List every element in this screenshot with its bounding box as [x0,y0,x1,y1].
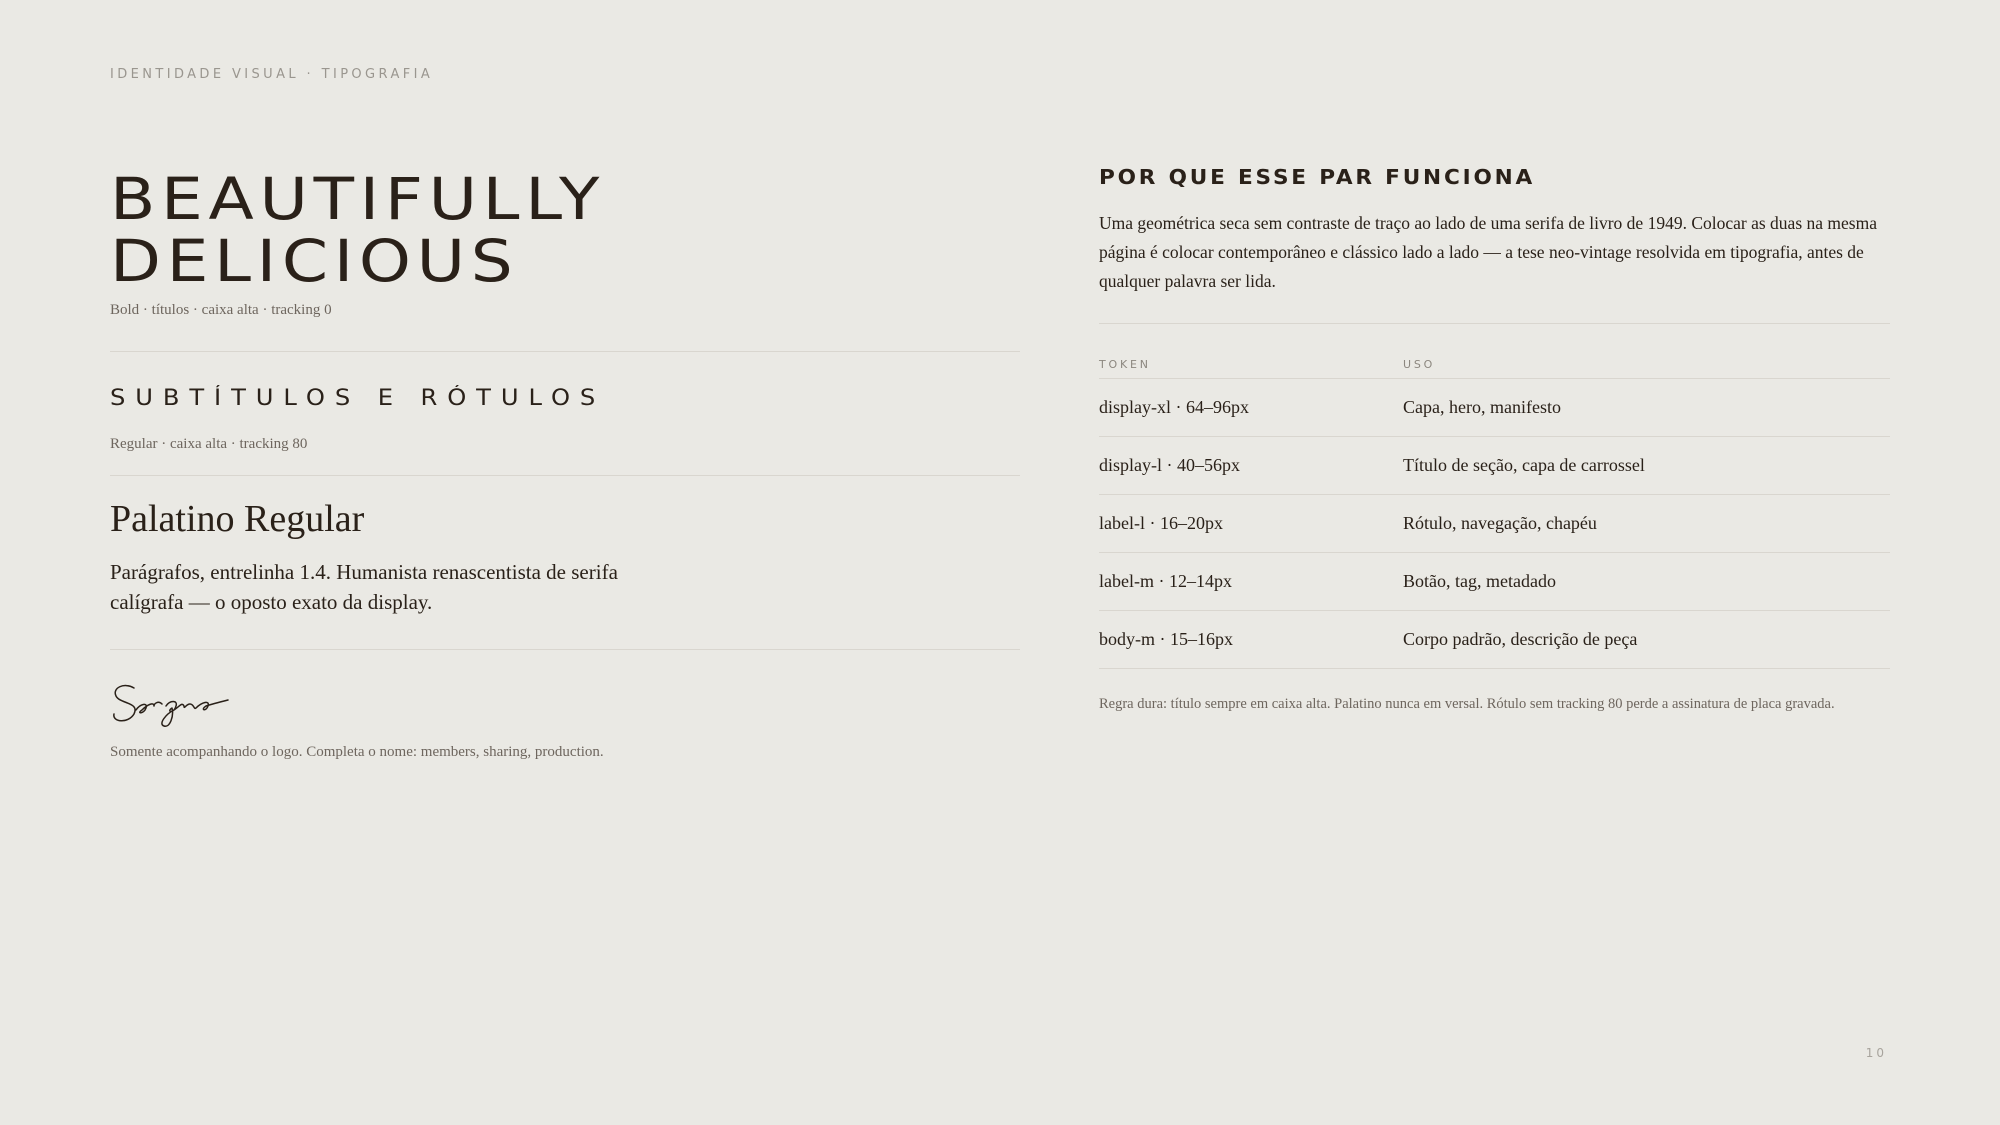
table-row [1099,553,1890,611]
use-cell: Capa, hero, manifesto [1403,397,1561,417]
display-specimen [110,165,1020,319]
token-table [1099,350,1890,669]
use-cell: Corpo padrão, descrição de peça [1403,629,1638,649]
divider [1099,323,1890,324]
use-cell: Rótulo, navegação, chapéu [1403,513,1597,533]
rationale-body: Uma geométrica seca sem contraste de traço ao lado de uma serifa de livro de 1949. Colocar as duas na mesma página é colocar contemporâneo e clássico lado a lado — a tese neo-vintage resolvida em tipografia, antes de qualquer palavra ser lida. [1099,213,1877,291]
rationale-title: POR QUE ESSE PAR FUNCIONA [1099,165,1536,189]
pairing-rationale [1099,165,1890,296]
column-header-use: USO [1403,357,1436,371]
column-header-token: TOKEN [1099,357,1151,371]
subtitle-specimen: SUBTÍTULOS E RÓTULOS [110,386,606,411]
display-spec: Bold · títulos · caixa alta · tracking 0 [110,302,332,318]
token-cell: label-m · 12–14px [1099,571,1232,591]
table-row [1099,437,1890,495]
display-title [110,165,1147,295]
subtitle-spec: Regular · caixa alta · tracking 80 [110,436,308,452]
script-signature [110,674,240,737]
table-row [1099,495,1890,553]
page-number: 10 [1865,1046,1887,1060]
divider [110,351,1020,352]
palatino-specimen-title: Palatino Regular [110,498,365,540]
palatino-specimen-body: Parágrafos, entrelinha 1.4. Humanista renascentista de serifa calígrafa — o oposto exato da display. [110,560,618,614]
display-title-line-1: BEAUTIFULLY [110,165,606,233]
token-cell: body-m · 15–16px [1099,629,1233,649]
script-signature-mark [110,674,240,732]
token-cell: label-l · 16–20px [1099,513,1223,533]
divider [110,475,1020,476]
hard-rule-note: Regra dura: título sempre em caixa alta. Palatino nunca em versal. Rótulo sem tracking 80 perde a assinatura de placa gravada. [1099,696,1835,712]
eyebrow: IDENTIDADE VISUAL · TIPOGRAFIA [110,67,434,82]
use-cell: Botão, tag, metadado [1403,571,1556,591]
divider [110,649,1020,650]
token-cell: display-xl · 64–96px [1099,397,1249,417]
table-header [1099,350,1890,379]
display-title-line-2: DELICIOUS [110,227,519,295]
use-cell: Título de seção, capa de carrossel [1403,455,1645,475]
table-row [1099,379,1890,437]
token-cell: display-l · 40–56px [1099,455,1240,475]
table-row [1099,611,1890,669]
script-spec: Somente acompanhando o logo. Completa o nome: members, sharing, production. [110,744,604,760]
